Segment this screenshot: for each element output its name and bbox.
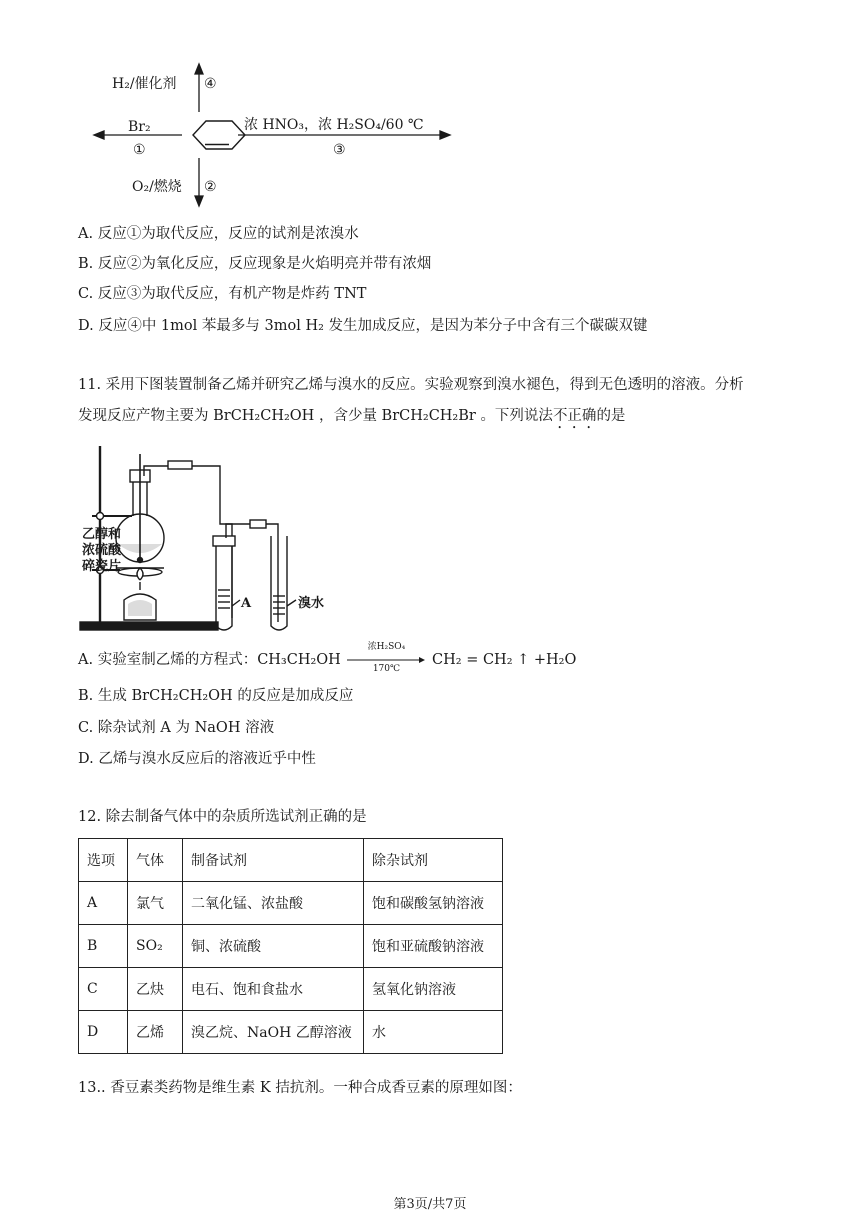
- q12-table: [78, 838, 503, 1054]
- bottom-step-number: ②: [204, 179, 217, 195]
- table-cell: B: [79, 925, 128, 968]
- condition-top: 浓H₂SO₄: [367, 642, 406, 652]
- q11-stem-line2-b: 的是: [596, 408, 626, 424]
- q11-stem-line1: 11. 采用下图装置制备乙烯并研究乙烯与溴水的反应。实验观察到溴水褪色，得到无色透明的溶液。分析: [78, 377, 744, 393]
- table-cell: C: [79, 968, 128, 1011]
- left-reagent: Br₂: [128, 119, 151, 135]
- table-row: [79, 925, 503, 968]
- table-cell: 饱和亚硫酸钠溶液: [364, 925, 503, 968]
- table-cell: 乙炔: [128, 968, 183, 1011]
- right-step-number: ③: [333, 142, 346, 158]
- table-row: [79, 968, 503, 1011]
- q11-stem-line2-a: 发现反应产物主要为 BrCH₂CH₂OH ，含少量 BrCH₂CH₂Br 。下列说法: [78, 408, 553, 424]
- right-reagent: 浓 HNO₃，浓 H₂SO₄/60 ℃: [244, 117, 424, 133]
- q11-option-a-suffix: CH₂ = CH₂ ↑ +H₂O: [432, 652, 577, 668]
- apparatus-label-a: A: [241, 596, 252, 611]
- table-header-cell: 制备试剂: [183, 839, 364, 882]
- top-step-number: ④: [204, 76, 217, 92]
- table-header-cell: 气体: [128, 839, 183, 882]
- table-cell: 饱和碳酸氢钠溶液: [364, 882, 503, 925]
- page-number: 第3页/共7页: [393, 1197, 467, 1212]
- reaction-condition-arrow: [345, 642, 427, 674]
- bottom-reagent: O₂/燃烧: [132, 179, 182, 195]
- table-row: [79, 882, 503, 925]
- q10-option-d: D. 反应④中 1mol 苯最多与 3mol H₂ 发生加成反应，是因为苯分子中含有三个碳碳双键: [78, 318, 648, 334]
- table-cell: D: [79, 1011, 128, 1054]
- table-cell: 铜、浓硫酸: [183, 925, 364, 968]
- table-cell: 氢氧化钠溶液: [364, 968, 503, 1011]
- q11-option-a-prefix: A. 实验室制乙烯的方程式：CH₃CH₂OH: [78, 652, 341, 668]
- table-cell: 溴乙烷、NaOH 乙醇溶液: [183, 1011, 364, 1054]
- q11-option-c: C. 除杂试剂 A 为 NaOH 溶液: [78, 720, 275, 736]
- table-cell: 电石、饱和食盐水: [183, 968, 364, 1011]
- q11-option-b: B. 生成 BrCH₂CH₂OH 的反应是加成反应: [78, 688, 354, 704]
- table-cell: 氯气: [128, 882, 183, 925]
- apparatus-label-ethanol: 乙醇和: [82, 527, 122, 542]
- q10-option-b: B. 反应②为氧化反应，反应现象是火焰明亮并带有浓烟: [78, 256, 432, 272]
- table-cell: 二氧化锰、浓盐酸: [183, 882, 364, 925]
- table-cell: SO₂: [128, 925, 183, 968]
- table-cell: 水: [364, 1011, 503, 1054]
- table-header-row: [79, 839, 503, 882]
- q13-stem: 13.. 香豆素类药物是维生素 K 拮抗剂。一种合成香豆素的原理如图：: [78, 1080, 522, 1096]
- top-reagent: H₂/催化剂: [112, 76, 177, 92]
- left-step-number: ①: [133, 142, 146, 158]
- q11-option-a: [78, 642, 577, 674]
- table-row: [79, 1011, 503, 1054]
- condition-bottom: 170℃: [372, 664, 401, 674]
- q11-option-d: D. 乙烯与溴水反应后的溶液近乎中性: [78, 751, 316, 767]
- apparatus-label-sulfuric-acid: 浓硫酸: [82, 543, 122, 558]
- q10-option-c: C. 反应③为取代反应，有机产物是炸药 TNT: [78, 286, 367, 302]
- q10-option-a: A. 反应①为取代反应，反应的试剂是浓溴水: [78, 226, 359, 242]
- table-cell: 乙烯: [128, 1011, 183, 1054]
- q11-stem-line2: [78, 406, 625, 432]
- table-header-cell: 选项: [79, 839, 128, 882]
- condition-arrow-icon: [345, 656, 427, 664]
- benzene-ring-icon: [193, 121, 245, 149]
- table-cell: A: [79, 882, 128, 925]
- apparatus-label-bromine-water: 溴水: [298, 596, 325, 611]
- q12-stem: 12. 除去制备气体中的杂质所选试剂正确的是: [78, 809, 367, 825]
- table-header-cell: 除杂试剂: [364, 839, 503, 882]
- q11-stem-emphasis: 不正确: [552, 408, 597, 424]
- apparatus-label-porcelain: 碎瓷片: [82, 559, 122, 574]
